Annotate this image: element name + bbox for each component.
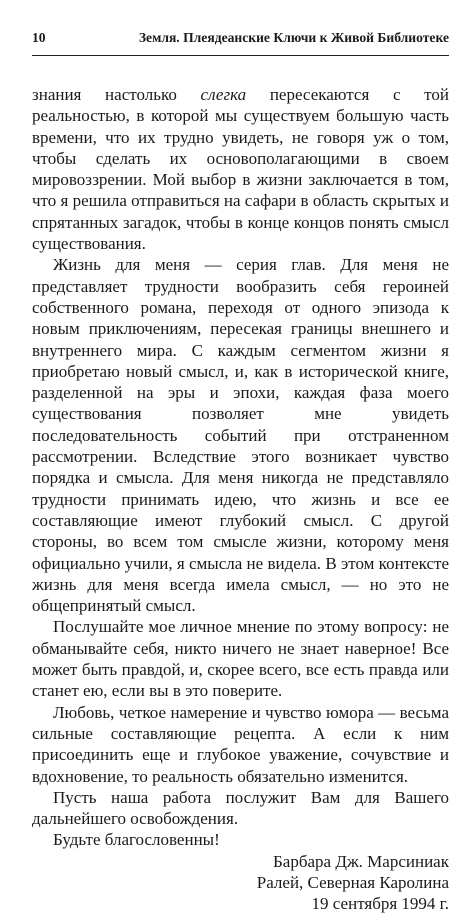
signature-block <box>32 851 449 915</box>
paragraph-5: Пусть наша работа послужит Вам для Вашего дальнейшего освобождения. <box>32 787 449 829</box>
signature-date: 19 сентября 1994 г. <box>311 894 449 914</box>
paragraph-2: Жизнь для меня — серия глав. Для меня не представляет трудности вообразить себя героиней собственного романа, переходя от одного эпизода к новым приключениям, пересекая границы внешнего и внутреннего мира. С каждым сегментом жизни я приобретаю новый смысл, и, как в исторической книге, разделенной на эры и эпохи, каждая фаза моего существования позволяет мне увидеть последовательность событий при отстраненном рассмотрении. Вследствие этого возникает чувство порядка и смысла. Для меня никогда не представляло трудности принимать идею, что жизнь и все ее составляющие имеют глубокий смысл. С другой стороны, во всем том смысле жизни, которому меня официально учили, я смысла не видела. В этом контексте жизнь для меня всегда имела смысл, — но это не общепринятый смысл. <box>32 255 449 616</box>
paragraph-3: Послушайте мое личное мнение по этому вопросу: не обманывайте себя, никто ничего не знает наверное! Все может быть правдой, и, скорее всего, все есть правда или станет ею, если вы в это поверите. <box>32 617 449 701</box>
signature-name: Барбара Дж. Марсиниак <box>273 851 449 871</box>
signature-place: Ралей, Северная Каролина <box>256 872 449 892</box>
paragraph-4: Любовь, четкое намерение и чувство юмора — весьма сильные составляющие рецепта. А если к ним присоединить еще и глубокое уважение, сочувствие и вдохновение, то реальность обязательно изменится. <box>32 702 449 786</box>
emphasis: слегка <box>200 85 247 104</box>
page-number: 10 <box>32 30 46 45</box>
paragraph-6: Будьте благословенны! <box>53 830 220 850</box>
header-rule <box>32 55 449 56</box>
paragraph-1: знания настолько слегка пересекаются с той реальностью, в которой мы существуем большую часть времени, что их трудно увидеть, не говоря уж о том, чтобы сделать их основополагающими в своем мировоззрении. Мой выбор в жизни заключается в том, что я решила отправиться на сафари в область скрытых и спрятанных загадок, чтобы в конце концов понять смысл существования. <box>32 85 449 254</box>
running-title: Земля. Плеядеанские Ключи к Живой Библиотеке <box>138 30 449 45</box>
body-text <box>32 84 449 915</box>
page-header <box>32 30 449 50</box>
